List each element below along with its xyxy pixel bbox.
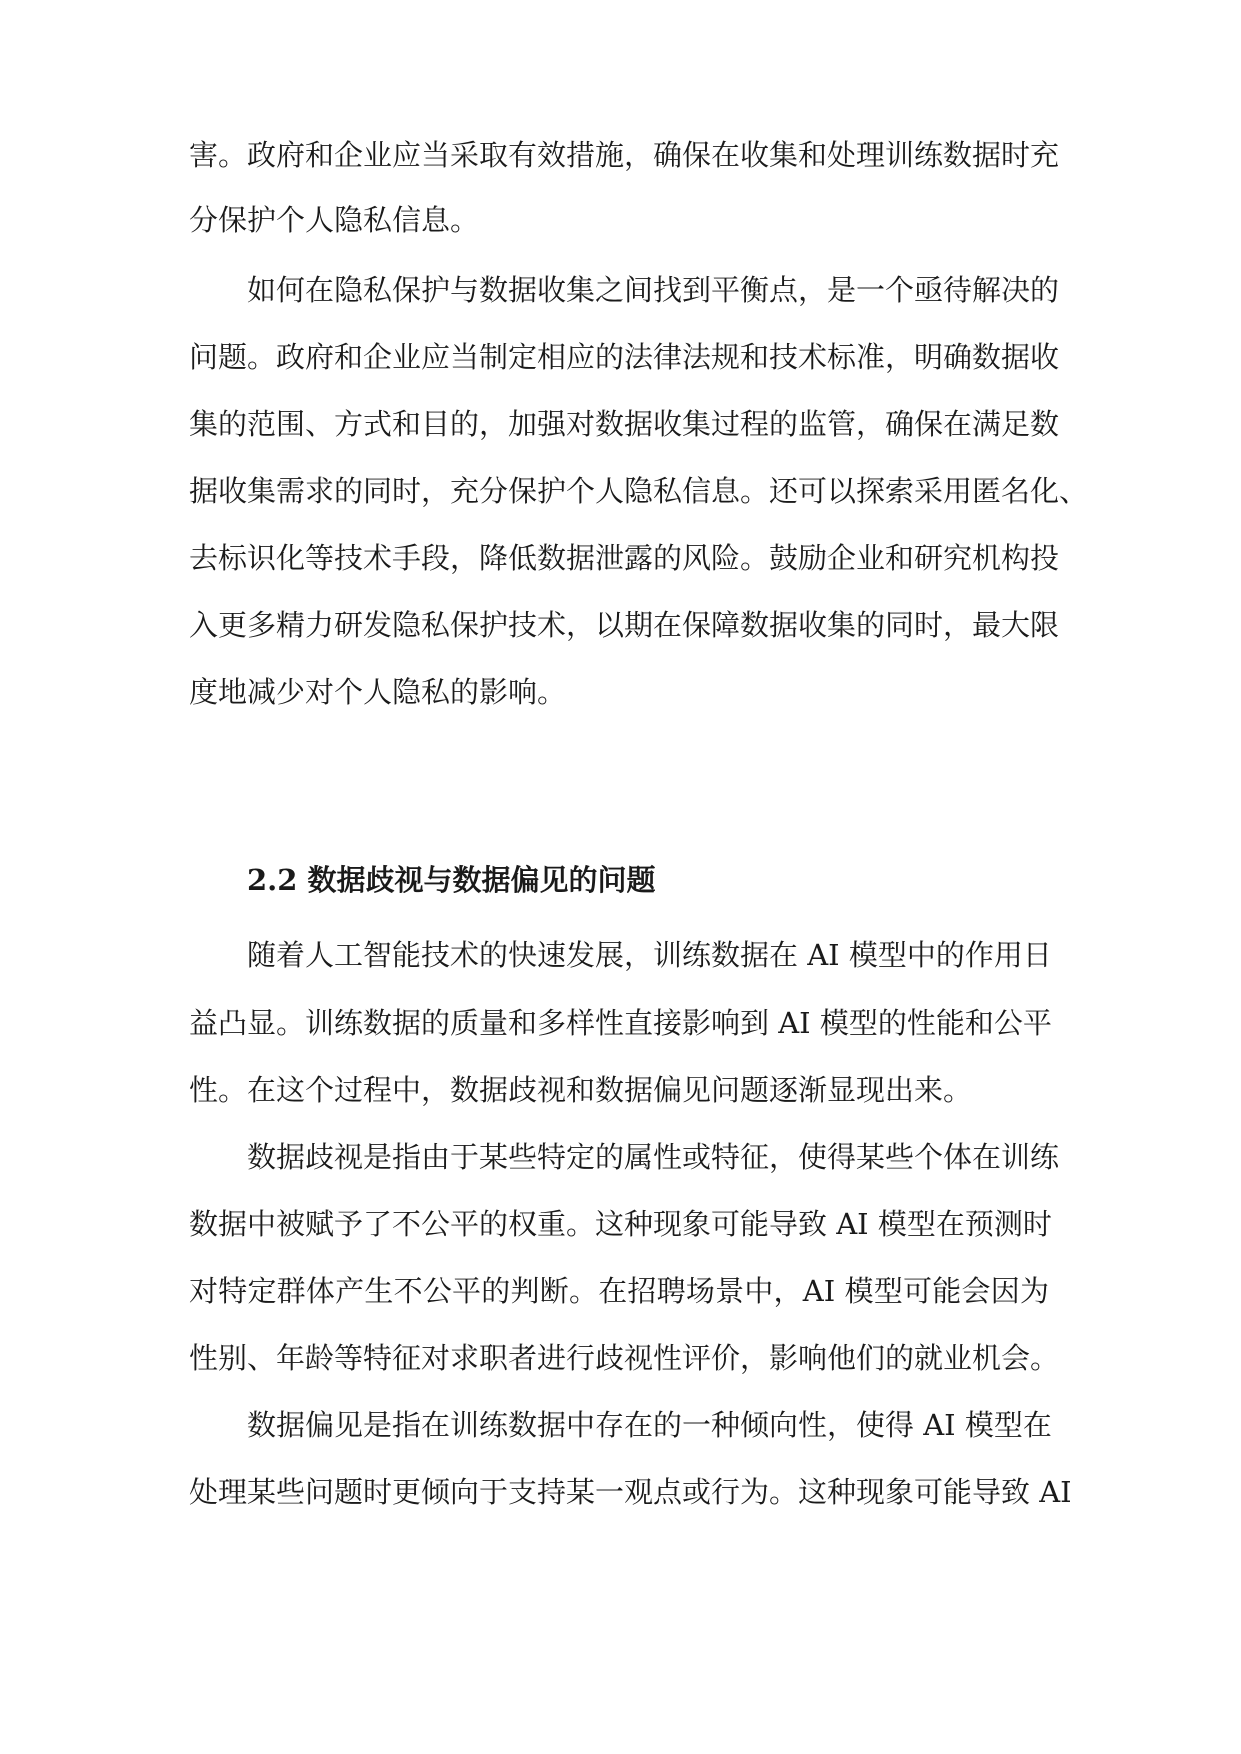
paragraph-line: 益凸显。训练数据的质量和多样性直接影响到 AI 模型的性能和公平 <box>189 1006 1052 1040</box>
paragraph-line: 如何在隐私保护与数据收集之间找到平衡点，是一个亟待解决的 <box>247 273 1060 307</box>
paragraph-line: 性别、年龄等特征对求职者进行歧视性评价，影响他们的就业机会。 <box>189 1341 1060 1375</box>
paragraph-line: 数据歧视是指由于某些特定的属性或特征，使得某些个体在训练 <box>247 1140 1060 1174</box>
paragraph-line: 分保护个人隐私信息。 <box>189 203 480 237</box>
paragraph-line: 度地减少对个人隐私的影响。 <box>189 675 567 709</box>
section-heading: 2.2 数据歧视与数据偏见的问题 <box>247 863 656 897</box>
paragraph-line: 去标识化等技术手段，降低数据泄露的风险。鼓励企业和研究机构投 <box>189 541 1060 575</box>
paragraph-line: 处理某些问题时更倾向于支持某一观点或行为。这种现象可能导致 AI <box>189 1475 1072 1509</box>
paragraph-line: 随着人工智能技术的快速发展，训练数据在 AI 模型中的作用日 <box>247 938 1052 972</box>
paragraph-line: 数据偏见是指在训练数据中存在的一种倾向性，使得 AI 模型在 <box>247 1408 1052 1442</box>
paragraph-line: 数据中被赋予了不公平的权重。这种现象可能导致 AI 模型在预测时 <box>189 1207 1052 1241</box>
paragraph-line: 害。政府和企业应当采取有效措施，确保在收集和处理训练数据时充 <box>189 138 1060 172</box>
paragraph-line: 问题。政府和企业应当制定相应的法律法规和技术标准，明确数据收 <box>189 340 1060 374</box>
paragraph-line: 入更多精力研发隐私保护技术，以期在保障数据收集的同时，最大限 <box>189 608 1060 642</box>
paragraph-line: 性。在这个过程中，数据歧视和数据偏见问题逐渐显现出来。 <box>189 1073 973 1107</box>
paragraph-line: 集的范围、方式和目的，加强对数据收集过程的监管，确保在满足数 <box>189 407 1060 441</box>
paragraph-line: 对特定群体产生不公平的判断。在招聘场景中，AI 模型可能会因为 <box>189 1274 1049 1308</box>
paragraph-line: 据收集需求的同时，充分保护个人隐私信息。还可以探索采用匿名化、 <box>189 474 1089 508</box>
